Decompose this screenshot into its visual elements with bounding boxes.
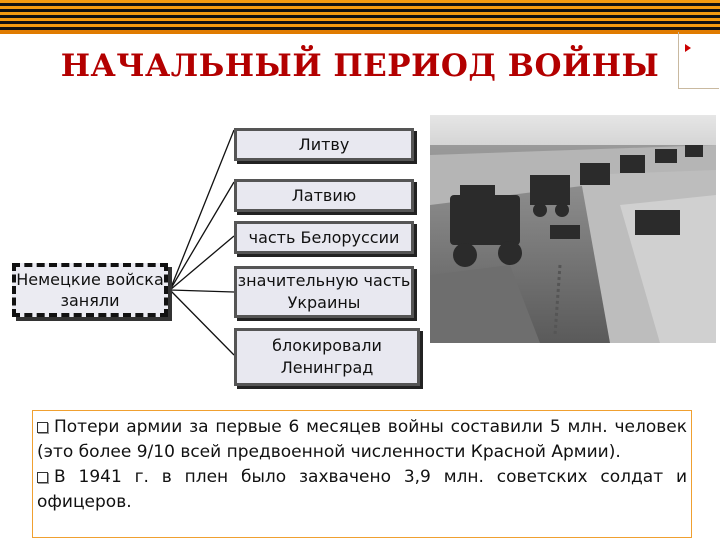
square-bullet-icon <box>37 422 48 433</box>
info-item <box>37 415 687 465</box>
war-photo <box>430 115 716 343</box>
info-text: В 1941 г. в плен было захвачено 3,9 млн. советских солдат и офицеров. <box>37 467 687 512</box>
target-label: Литву <box>298 134 350 154</box>
target-label: Латвию <box>291 185 357 205</box>
target-label: часть Белоруссии <box>248 227 400 247</box>
info-panel <box>32 410 692 538</box>
source-label: Немецкие войска заняли <box>16 270 164 310</box>
target-label: значительную часть Украины <box>237 271 411 312</box>
target-box-latvia <box>234 179 414 212</box>
destroyed-convoy-icon <box>430 115 716 343</box>
target-box-leningrad <box>234 328 420 386</box>
target-box-ukraine <box>234 266 414 318</box>
square-bullet-icon <box>37 472 48 483</box>
source-box <box>12 263 168 317</box>
info-text: Потери армии за первые 6 месяцев войны составили 5 млн. человек (это более 9/10 всей предвоенной численности Красной Армии). <box>37 417 687 462</box>
info-item <box>37 465 687 515</box>
target-box-lithuania <box>234 128 414 161</box>
ribbon-edge <box>0 30 720 34</box>
target-label: блокировали Ленинград <box>272 336 382 377</box>
target-box-belarus <box>234 221 414 254</box>
st-george-ribbon <box>0 0 720 30</box>
page-title: НАЧАЛЬНЫЙ ПЕРИОД ВОЙНЫ <box>60 48 660 84</box>
